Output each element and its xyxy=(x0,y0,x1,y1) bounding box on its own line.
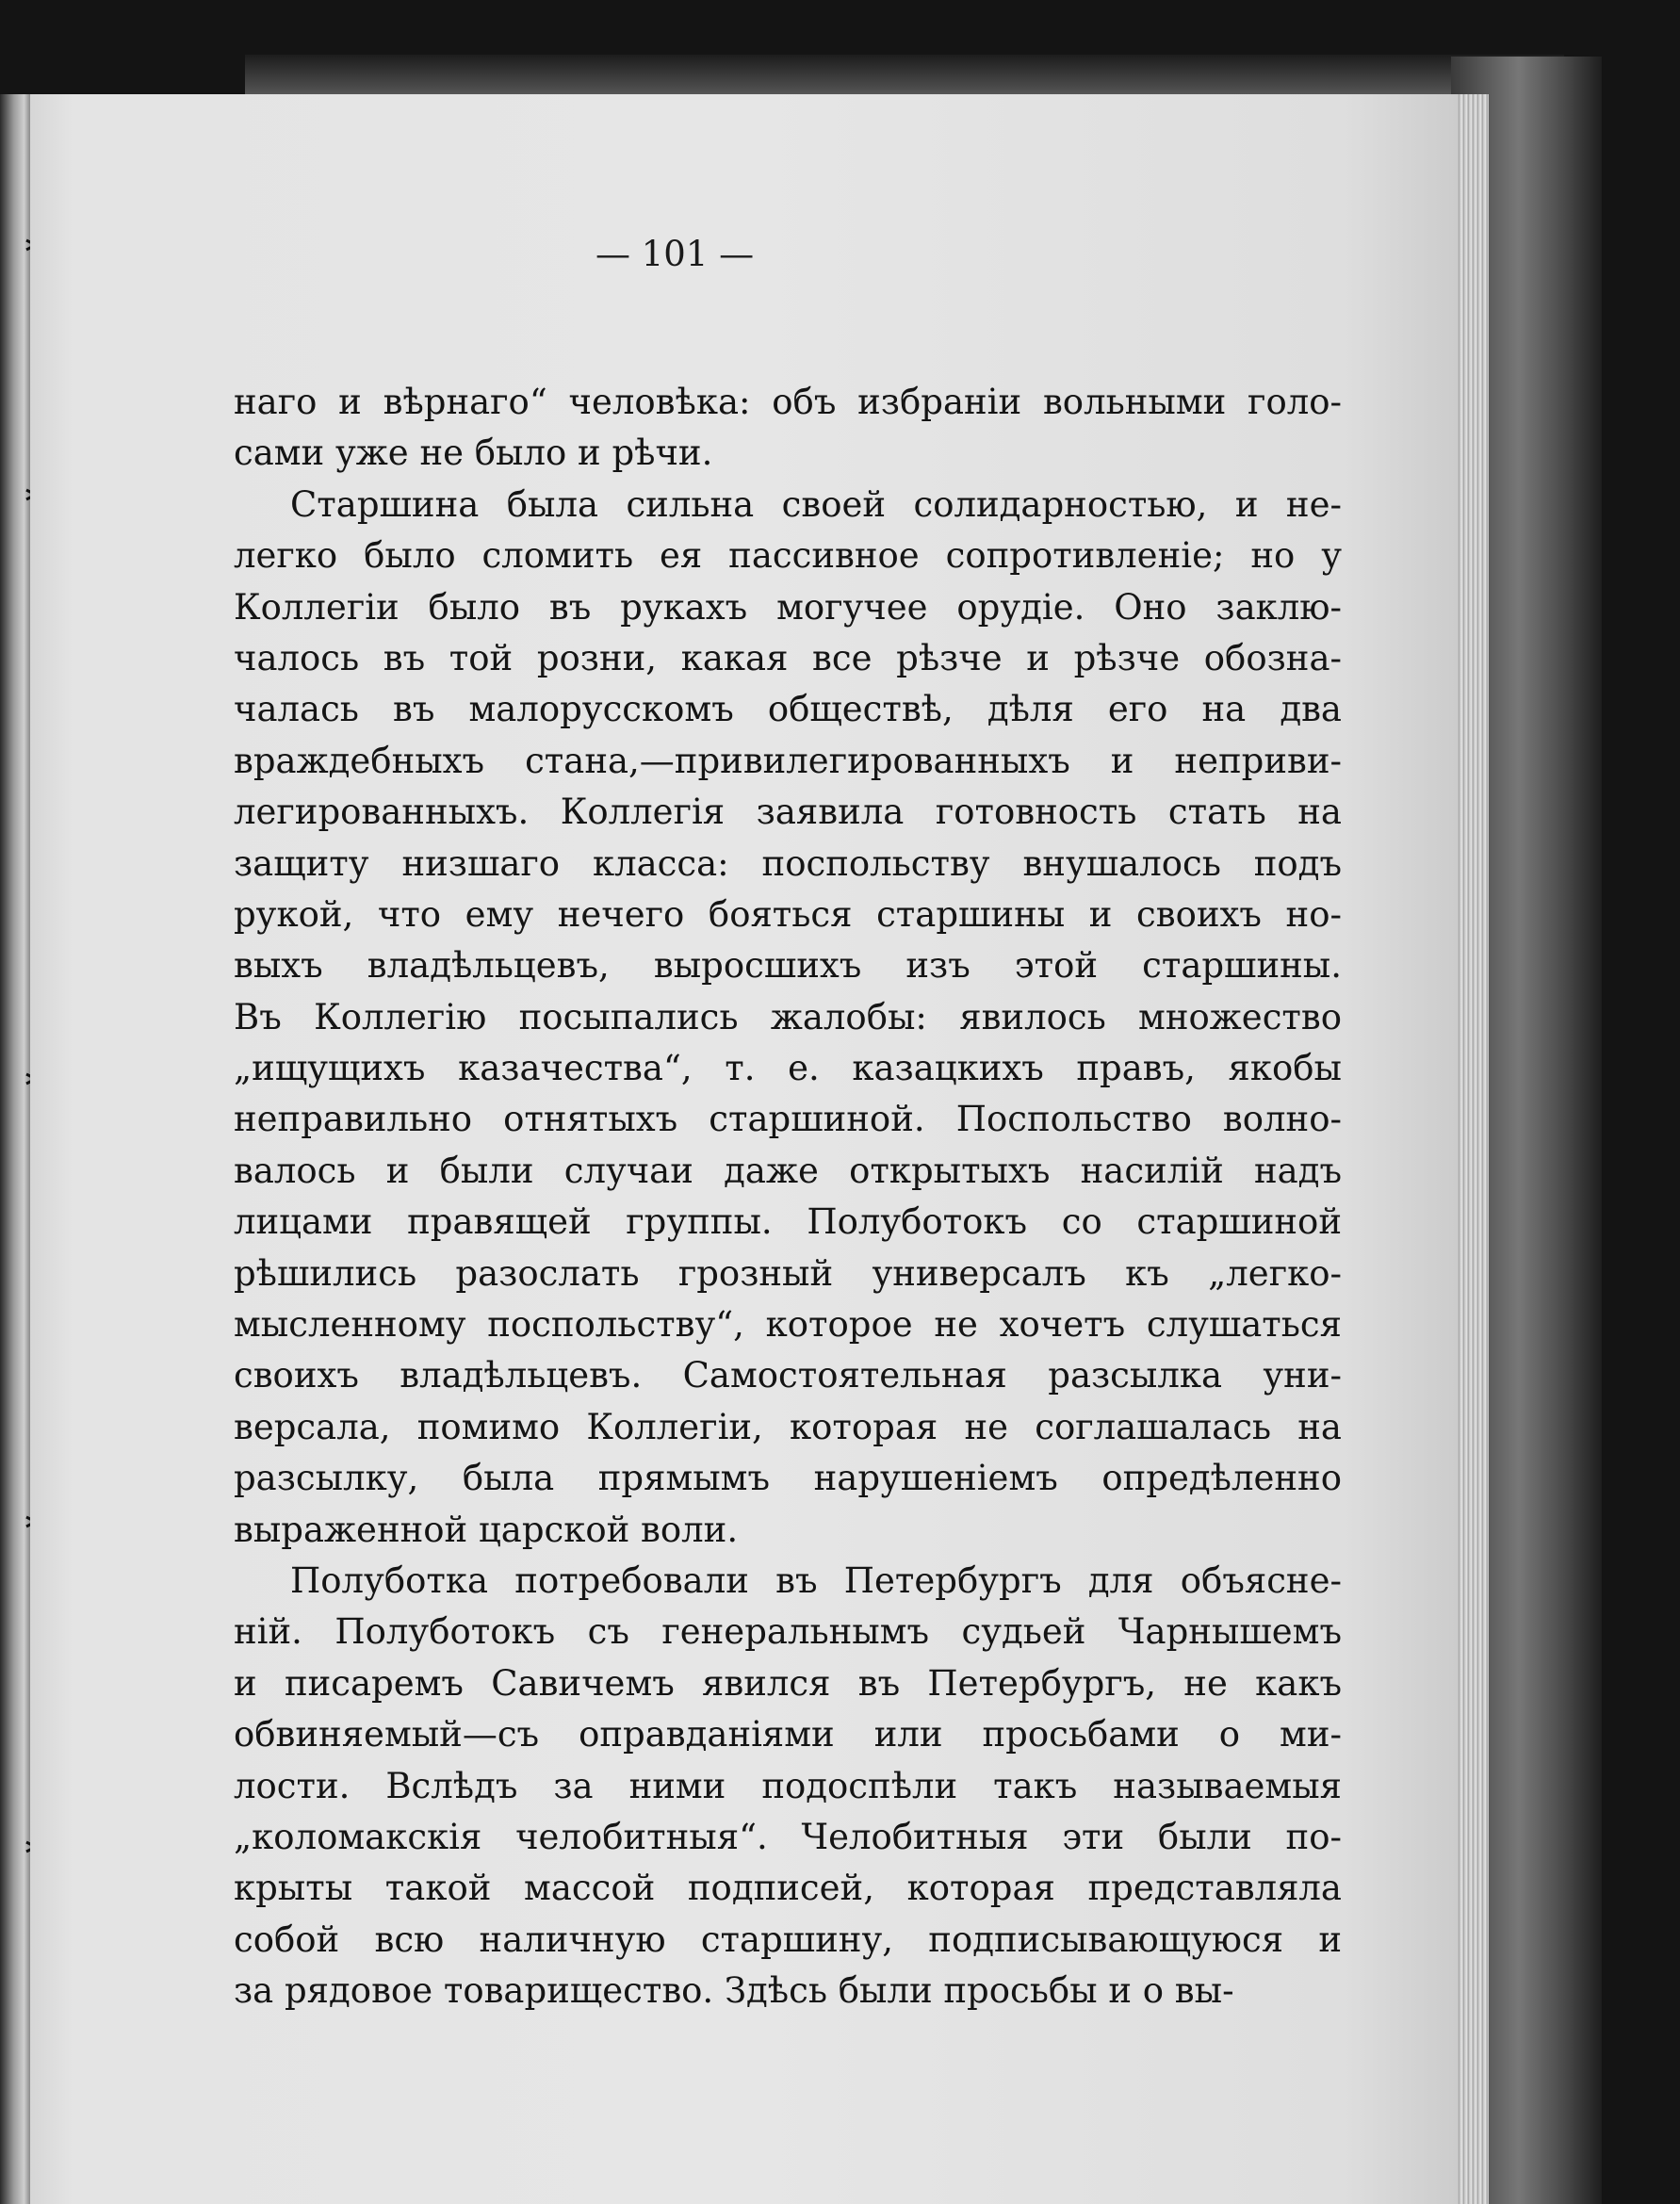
text-line: сами уже не было и рѣчи. xyxy=(234,433,713,474)
text-line: разсылку, была прямымъ нарушеніемъ опредѣленно xyxy=(234,1458,1342,1499)
text-line: Въ Коллегію посыпались жалобы: явилось множество xyxy=(234,996,1342,1037)
text-line: рѣшились разослать грозный универсалъ къ „легко- xyxy=(234,1252,1342,1294)
text-line: лости. Вслѣдъ за ними подоспѣли такъ называемыя xyxy=(234,1765,1342,1806)
text-line: мысленному поспольству“, которое не хочетъ слушаться xyxy=(234,1304,1342,1346)
text-line: выраженной царской воли. xyxy=(234,1509,739,1550)
paragraph xyxy=(234,1556,1342,2017)
text-line: валось и были случаи даже открытыхъ насилій надъ xyxy=(234,1150,1342,1191)
text-line: выхъ владѣльцевъ, выросшихъ изъ этой старшины. xyxy=(234,945,1342,987)
text-line: и писаремъ Савичемъ явился въ Петербургъ, не какъ xyxy=(234,1662,1342,1704)
paragraph xyxy=(234,480,1342,1556)
text-line: „коломакскія челобитныя“. Челобитныя эти были по- xyxy=(234,1816,1342,1857)
text-line: своихъ владѣльцевъ. Самостоятельная разсылка уни- xyxy=(234,1355,1342,1396)
paragraph xyxy=(234,377,1342,480)
text-line: крыты такой массой подписей, которая представляла xyxy=(234,1868,1342,1909)
text-line: легко было сломить ея пассивное сопротивленіе; но у xyxy=(234,535,1342,577)
text-line: защиту низшаго класса: поспольству внушалось подъ xyxy=(234,842,1342,884)
text-line: легированныхъ. Коллегія заявила готовность стать на xyxy=(234,792,1342,833)
page-number: — 101 — xyxy=(595,234,755,274)
text-line: враждебныхъ стана,—привилегированныхъ и неприви- xyxy=(234,740,1342,781)
text-line: лицами правящей группы. Полуботокъ со старшиной xyxy=(234,1201,1342,1243)
text-line: обвиняемый—съ оправданіями или просьбами о ми- xyxy=(234,1714,1342,1755)
text-line: рукой, что ему нечего бояться старшины и своихъ но- xyxy=(234,893,1342,935)
text-line: неправильно отнятыхъ старшиной. Поспольство волно- xyxy=(234,1099,1342,1140)
text-line: Коллегіи было въ рукахъ могучее орудіе. Оно заклю- xyxy=(234,586,1342,628)
text-line: версала, помимо Коллегіи, которая не соглашалась на xyxy=(234,1406,1342,1447)
text-line: собой всю наличную старшину, подписывающуюся и xyxy=(234,1918,1342,1960)
text-line: чалось въ той розни, какая все рѣзче и рѣзче обозна- xyxy=(234,637,1342,678)
text-line: наго и вѣрнаго“ человѣка: объ избраніи вольными голо- xyxy=(234,382,1342,422)
text-line: ній. Полуботокъ съ генеральнымъ судьей Чарнышемъ xyxy=(234,1611,1342,1653)
text-line: чалась въ малорусскомъ обществѣ, дѣля его на два xyxy=(234,689,1342,730)
text-line: за рядовое товарищество. Здѣсь были просьбы и о вы- xyxy=(234,1970,1234,2012)
book-page xyxy=(30,94,1458,2204)
page-body-text xyxy=(234,377,1342,2017)
text-line: Старшина была сильна своей солидарностью, и не- xyxy=(290,483,1342,525)
text-line: Полуботка потребовали въ Петербургъ для объясне- xyxy=(290,1559,1342,1601)
text-line: „ищущихъ казачества“, т. е. казацкихъ правъ, якобы xyxy=(234,1048,1342,1089)
